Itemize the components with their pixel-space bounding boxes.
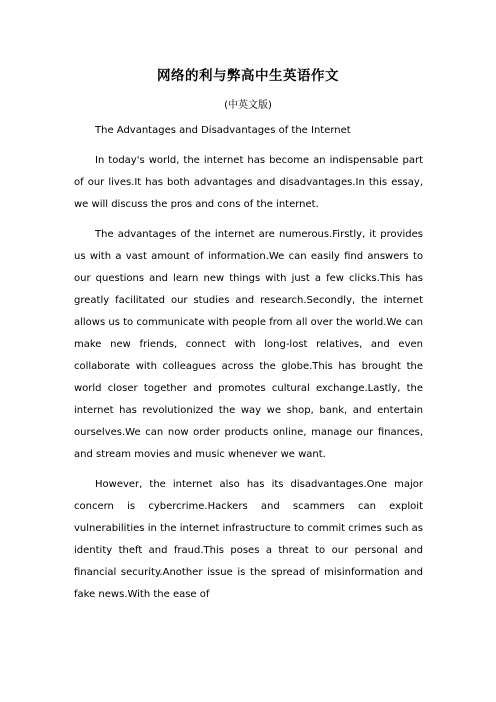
document-body bbox=[74, 120, 423, 614]
essay-heading: The Advantages and Disadvantages of the Internet bbox=[95, 125, 351, 136]
paragraph-advantages: The advantages of the internet are numerous.Firstly, it provides us with a vast amount of information.We can easily find answers to our questions and learn new things with just a few clicks.This has greatly facilitated our studies and research.Secondly, the internet allows us to communicate with people from all over the world.We can make new friends, connect with long-lost relatives, and even collaborate with colleagues across the globe.This has brought the world closer together and promotes cultural exchange.Lastly, the internet has revolutionized the way we shop, bank, and entertain ourselves.We can now order products online, manage our finances, and stream movies and music whenever we want. bbox=[74, 229, 423, 460]
paragraph-intro: In today's world, the internet has become an indispensable part of our lives.It has both advantages and disadvantages.In this essay, we will discuss the pros and cons of the internet. bbox=[74, 155, 423, 210]
document-subtitle: (中英文版) bbox=[224, 100, 272, 111]
document-title: 网络的利与弊高中生英语作文 bbox=[157, 68, 339, 84]
paragraph-disadvantages: However, the internet also has its disadvantages.One major concern is cybercrime.Hackers and scammers can exploit vulnerabilities in the internet infrastructure to commit crimes such as identity theft and fraud.This poses a threat to our personal and financial security.Another issue is the spread of misinformation and fake news.With the ease of bbox=[74, 479, 423, 600]
